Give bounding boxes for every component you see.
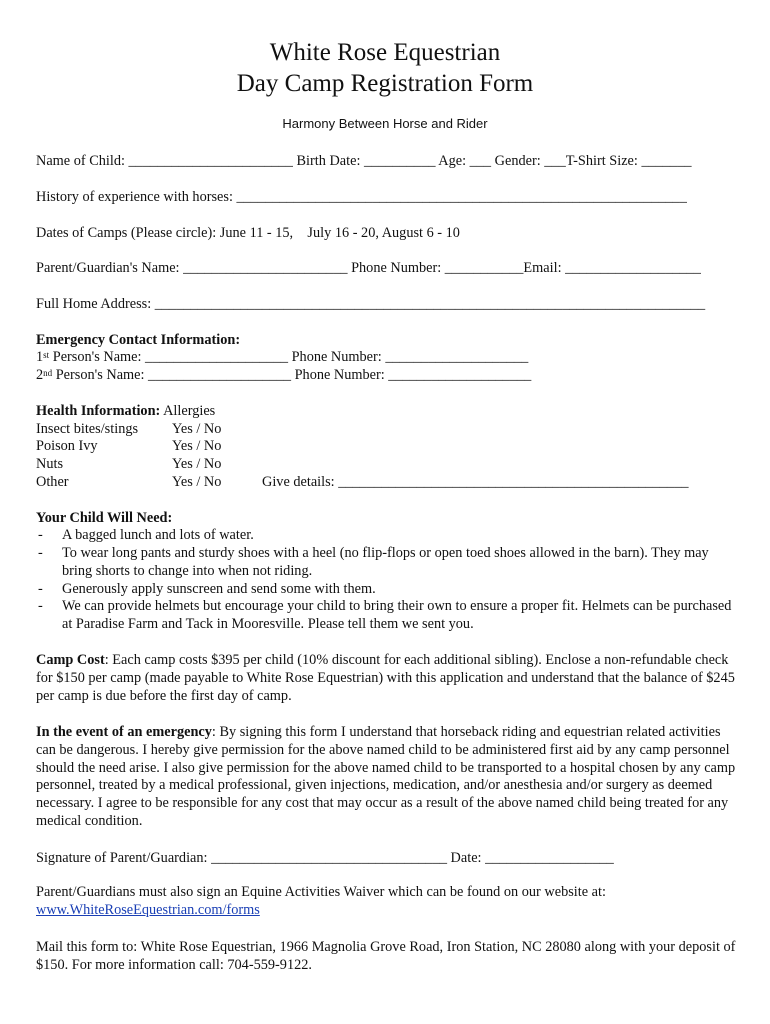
form-title-line-1: White Rose Equestrian	[269, 39, 501, 66]
health-row-yes-no: Yes / No	[172, 438, 222, 454]
tagline: Harmony Between Horse and Rider	[282, 116, 488, 131]
needs-heading: Your Child Will Need:	[36, 510, 173, 526]
health-row-label: Insect bites/stings	[36, 421, 139, 437]
emergency-contact-heading: Emergency Contact Information:	[36, 332, 241, 348]
horse-history-line: History of experience with horses: _______________________________________________________________	[36, 189, 687, 205]
give-details-line: Give details: _________________________________________________	[262, 474, 689, 490]
camp-cost-paragraph: Camp Cost: Each camp costs $395 per child (10% discount for each additional sibling). Enclose a non-refundable check for $150 per camp (made payable to White Rose Equestrian) with this application and understand that the balance of $245 per camp is due before the first day of camp.	[36, 652, 735, 704]
needs-list-item: - To wear long pants and sturdy shoes with a heel (no flip-flops or open toed shoes allowed in the barn). They may bring shorts to change into when not riding.	[38, 545, 709, 579]
health-row-yes-no: Yes / No	[172, 474, 222, 490]
parent-info-line: Parent/Guardian's Name: _______________________ Phone Number: ___________Email: ___________________	[36, 260, 701, 276]
home-address-line: Full Home Address: _____________________________________________________________________________	[36, 296, 706, 312]
form-title-line-2: Day Camp Registration Form	[236, 70, 534, 97]
health-row-yes-no: Yes / No	[172, 456, 222, 472]
child-info-line: Name of Child: _______________________ Birth Date: __________ Age: ___ Gender: ___T-Shirt Size: _______	[36, 153, 692, 169]
mail-instructions: Mail this form to: White Rose Equestrian, 1966 Magnolia Grove Road, Iron Station, NC 28080 along with your deposit of $150. For more information call: 704-559-9122.	[36, 939, 736, 973]
signature-line: Signature of Parent/Guardian: _________________________________ Date: __________________	[36, 850, 614, 866]
waiver-paragraph: Parent/Guardians must also sign an Equine Activities Waiver which can be found on our website at: www.WhiteRoseEquestrian.com/forms	[36, 884, 606, 918]
needs-list-item: - A bagged lunch and lots of water.	[38, 527, 254, 543]
health-row-label: Nuts	[36, 456, 64, 472]
needs-list-item: - Generously apply sunscreen and send some with them.	[38, 581, 376, 597]
waiver-link[interactable]: www.WhiteRoseEquestrian.com/forms	[36, 901, 260, 918]
emergency-consent-paragraph: In the event of an emergency: By signing this form I understand that horseback riding and equestrian related activities can be dangerous. I hereby give permission for the above named child to be administered first aid by any camp personnel should the need arise. I also give permission for the above named child to be transported to a hospital chosen by any camp personnel, treated by a medical professional, given injections, medication, and/or anesthesia and/or surgery as deemed necessary. I agree to be responsible for any cost that may occur as a result of the above named child being treated for any medical condition.	[36, 724, 736, 829]
health-row-label: Other	[36, 474, 69, 490]
health-heading: Health Information: Allergies	[36, 403, 216, 419]
camp-dates-line: Dates of Camps (Please circle): June 11 - 15, July 16 - 20, August 6 - 10	[36, 225, 460, 241]
second-contact-line: 2nd Person's Name: ____________________ Phone Number: ____________________	[36, 367, 532, 383]
needs-list-item: - We can provide helmets but encourage your child to bring their own to ensure a proper fit. Helmets can be purchased at Paradise Farm and Tack in Mooresville. Please tell them we sent you.	[38, 598, 732, 632]
health-row-label: Poison Ivy	[36, 438, 98, 454]
first-contact-line: 1st Person's Name: ____________________ Phone Number: ____________________	[36, 349, 529, 365]
health-row-yes-no: Yes / No	[172, 421, 222, 437]
